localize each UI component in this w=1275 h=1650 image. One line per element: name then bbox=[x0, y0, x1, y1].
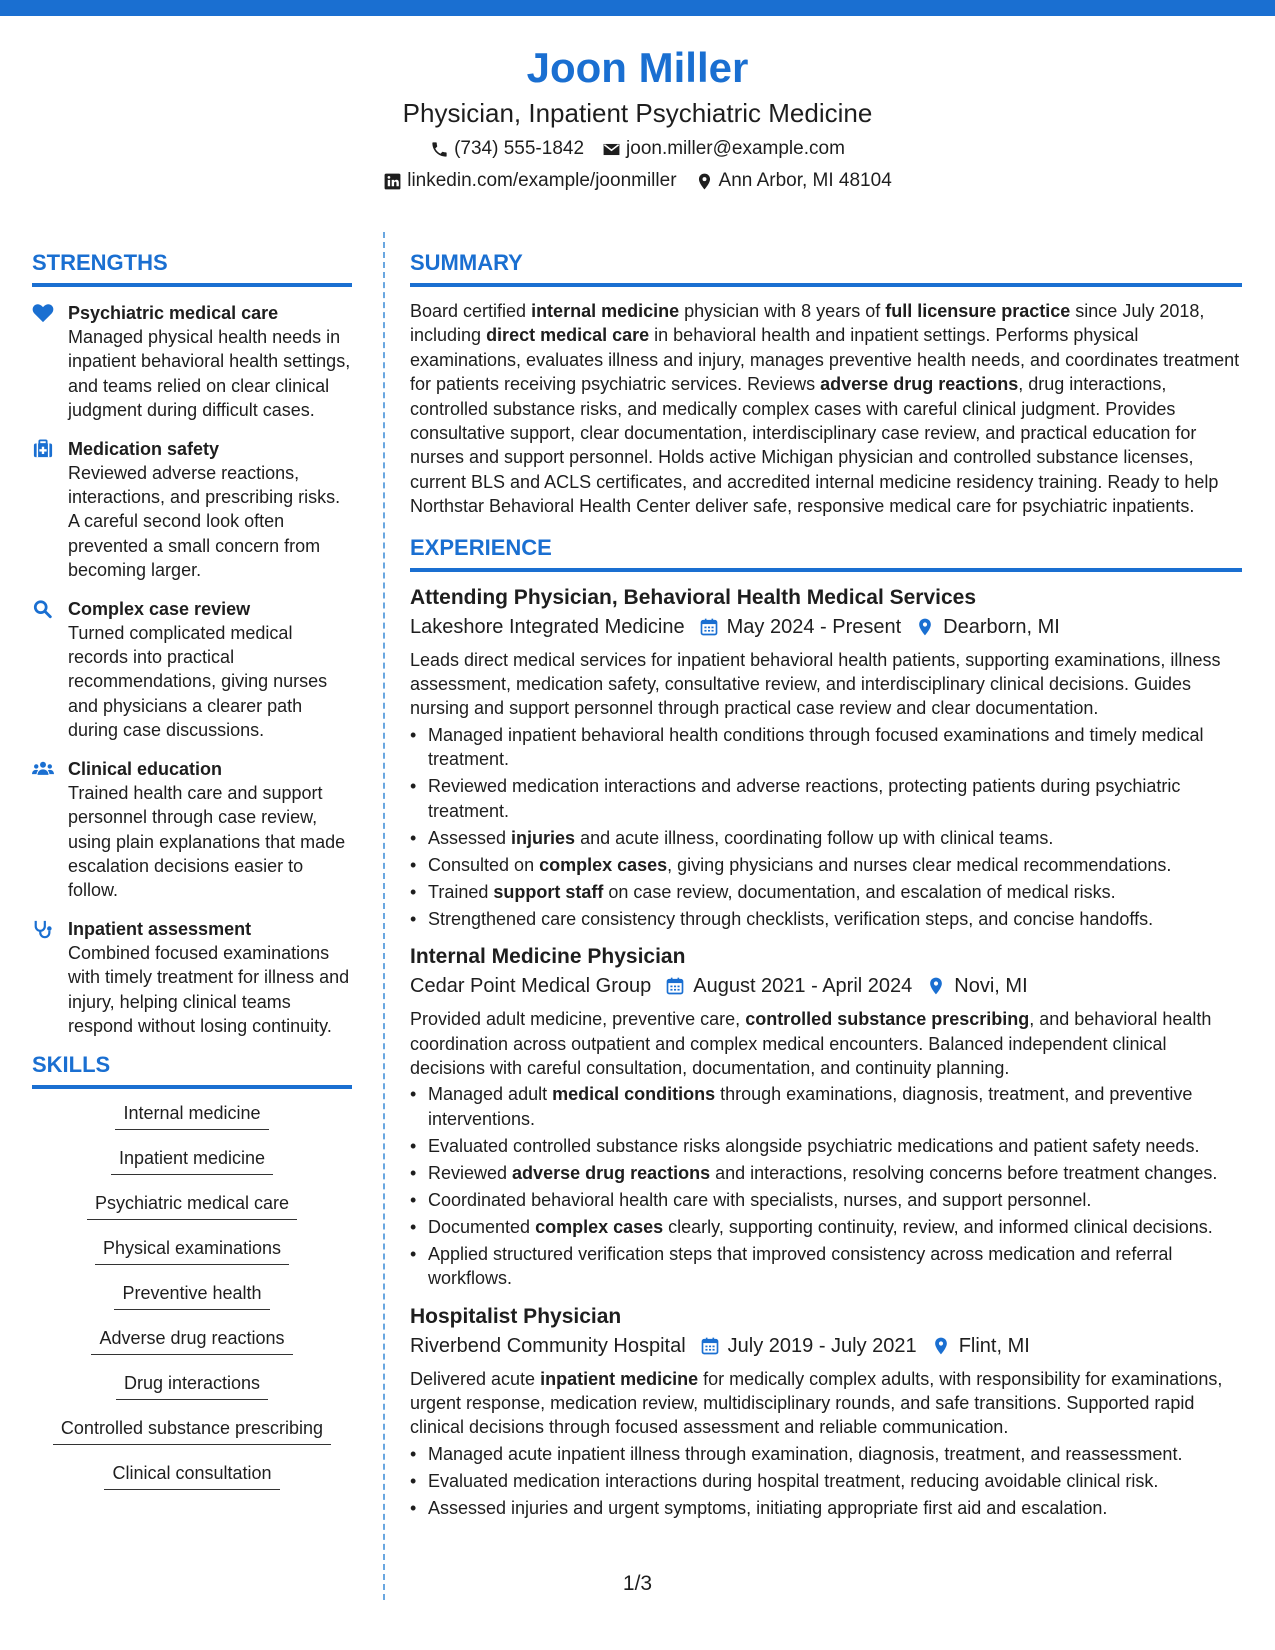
stethoscope-icon bbox=[32, 919, 54, 939]
strength-item bbox=[32, 301, 352, 423]
candidate-name: Joon Miller bbox=[526, 44, 749, 91]
strength-title: Complex case review bbox=[68, 598, 251, 619]
job-dates: July 2019 - July 2021 bbox=[727, 1334, 917, 1357]
job-dates: August 2021 - April 2024 bbox=[693, 975, 913, 998]
strength-description: Combined focused examinations with timely treatment for illness and injury, helping clinical teams respond without losing continuity. bbox=[68, 942, 350, 1036]
job-location: Flint, MI bbox=[958, 1334, 1030, 1357]
job-entry bbox=[410, 943, 1242, 1290]
bullet-item: • Reviewed medication interactions and adverse reactions, protecting patients during psychiatric treatment. bbox=[410, 774, 1242, 823]
job-meta bbox=[410, 971, 1242, 1001]
bold-keyword: controlled substance prescribing bbox=[745, 1009, 1030, 1030]
skill-item: Physical examinations bbox=[95, 1236, 289, 1265]
bold-keyword: full licensure practice bbox=[885, 301, 1071, 321]
company-name: Riverbend Community Hospital bbox=[410, 1334, 686, 1357]
job-title: Attending Physician, Behavioral Health Medical Services bbox=[410, 585, 977, 609]
job-bullets bbox=[410, 1442, 1242, 1520]
linkedin-icon bbox=[383, 172, 402, 191]
job-location: Novi, MI bbox=[954, 975, 1028, 998]
bold-keyword: direct medical care bbox=[486, 325, 650, 346]
job-title: Hospitalist Physician bbox=[410, 1304, 622, 1328]
location-contact bbox=[695, 168, 892, 194]
job-bullets bbox=[410, 723, 1242, 931]
strength-item bbox=[32, 757, 352, 903]
summary-heading: SUMMARY bbox=[410, 250, 1242, 287]
job-description: Delivered acute inpatient medicine for medically complex adults, with responsibility for examinations, urgent response, medication review, multidisciplinary rounds, and safe transitions. Supported rapid clinical decisions through focused assessment and reliable communication. bbox=[410, 1368, 1223, 1438]
strength-description: Managed physical health needs in inpatient behavioral health settings, and teams relied on clear clinical judgment during difficult cases. bbox=[68, 327, 351, 421]
map-pin-icon bbox=[915, 617, 935, 637]
job-entry bbox=[410, 1303, 1242, 1521]
map-pin-icon bbox=[695, 172, 714, 191]
bullet-item: • Evaluated controlled substance risks alongside psychiatric medications and patient safety needs. bbox=[410, 1134, 1242, 1158]
bold-keyword: adverse drug reactions bbox=[512, 1162, 711, 1183]
bullet-item: • Managed adult medical conditions through examinations, diagnosis, treatment, and preventive interventions. bbox=[410, 1082, 1242, 1131]
job-meta bbox=[410, 612, 1242, 642]
strength-title: Medication safety bbox=[68, 438, 220, 459]
company-name: Cedar Point Medical Group bbox=[410, 975, 652, 998]
skill-item: Clinical consultation bbox=[104, 1461, 279, 1490]
users-icon bbox=[32, 759, 54, 779]
calendar-icon bbox=[700, 1336, 720, 1356]
job-title: Internal Medicine Physician bbox=[410, 945, 686, 969]
experience-list bbox=[410, 584, 1242, 1521]
right-column bbox=[410, 250, 1242, 1523]
email-text[interactable]: joon.miller@example.com bbox=[626, 138, 845, 159]
phone-contact bbox=[430, 136, 584, 162]
bullet-item: • Managed acute inpatient illness through examination, diagnosis, treatment, and reassessment. bbox=[410, 1442, 1242, 1466]
job-meta bbox=[410, 1331, 1242, 1361]
strengths-list bbox=[32, 301, 352, 1038]
bullet-item: • Reviewed adverse drug reactions and interactions, resolving concerns before treatment changes. bbox=[410, 1161, 1242, 1185]
bullet-item: • Documented complex cases clearly, supporting continuity, review, and informed clinical decisions. bbox=[410, 1215, 1242, 1239]
bold-keyword: complex cases bbox=[535, 1216, 664, 1237]
strength-item bbox=[32, 437, 352, 583]
resume-header bbox=[0, 42, 1275, 194]
skills-list bbox=[32, 1101, 352, 1506]
bold-keyword: support staff bbox=[493, 881, 604, 902]
strength-item bbox=[32, 597, 352, 743]
left-column bbox=[32, 250, 352, 1506]
job-description: Provided adult medicine, preventive care, controlled substance prescribing, and behavioral health coordination across outpatient and complex medical encounters. Balanced independent clinical decisions with careful consultation, documentation, and continuity planning. bbox=[410, 1009, 1212, 1078]
strength-description: Reviewed adverse reactions, interactions, and prescribing risks. A careful second look often prevented a small concern from becoming larger. bbox=[68, 462, 341, 581]
bold-keyword: inpatient medicine bbox=[540, 1368, 699, 1389]
calendar-icon bbox=[665, 976, 685, 996]
bold-keyword: adverse drug reactions bbox=[820, 374, 1019, 395]
column-divider bbox=[383, 232, 385, 1600]
bold-keyword: medical conditions bbox=[552, 1084, 716, 1105]
strength-title: Inpatient assessment bbox=[68, 918, 252, 939]
bullet-item: • Assessed injuries and acute illness, coordinating follow up with clinical teams. bbox=[410, 826, 1242, 850]
heart-icon bbox=[32, 303, 54, 323]
search-icon bbox=[32, 599, 54, 619]
job-location: Dearborn, MI bbox=[943, 615, 1060, 638]
skill-item: Adverse drug reactions bbox=[91, 1326, 292, 1355]
linkedin-contact[interactable] bbox=[383, 168, 676, 194]
skill-item: Psychiatric medical care bbox=[87, 1191, 297, 1220]
email-contact[interactable] bbox=[602, 136, 845, 162]
strength-description: Turned complicated medical records into practical recommendations, giving nurses and physicians a clearer path during case discussions. bbox=[68, 622, 328, 741]
bullet-item: • Managed inpatient behavioral health conditions through focused examinations and timely medical treatment. bbox=[410, 723, 1242, 772]
strength-title: Psychiatric medical care bbox=[68, 303, 279, 323]
envelope-icon bbox=[602, 140, 621, 159]
bold-keyword: internal medicine bbox=[531, 301, 680, 321]
experience-heading: EXPERIENCE bbox=[410, 535, 1242, 572]
page-number: 1/3 bbox=[622, 1572, 653, 1595]
top-accent-bar bbox=[0, 0, 1275, 16]
calendar-icon bbox=[699, 617, 719, 637]
job-description: Leads direct medical services for inpatient behavioral health patients, supporting examinations, illness assessment, medication safety, consultative review, and interdisciplinary clinical decisions. Guides nursing and support personnel through practical case review and clear documentation. bbox=[410, 649, 1221, 719]
skill-item: Internal medicine bbox=[115, 1101, 268, 1130]
map-pin-icon bbox=[931, 1336, 951, 1356]
map-pin-icon bbox=[926, 976, 946, 996]
strength-title: Clinical education bbox=[68, 758, 223, 779]
medical-kit-icon bbox=[32, 439, 54, 459]
skill-item: Preventive health bbox=[114, 1281, 269, 1310]
skill-item: Controlled substance prescribing bbox=[53, 1416, 331, 1445]
strengths-heading: STRENGTHS bbox=[32, 250, 352, 287]
candidate-title: Physician, Inpatient Psychiatric Medicine bbox=[402, 98, 873, 128]
bold-keyword: complex cases bbox=[539, 854, 668, 875]
bullet-item: • Assessed injuries and urgent symptoms, initiating appropriate first aid and escalation. bbox=[410, 1496, 1242, 1520]
bold-keyword: injuries bbox=[511, 827, 576, 848]
skill-item: Inpatient medicine bbox=[111, 1146, 273, 1175]
skills-heading: SKILLS bbox=[32, 1052, 352, 1089]
job-bullets bbox=[410, 1082, 1242, 1290]
summary-text: Board certified internal medicine physician with 8 years of full licensure practice since July 2018, including direct medical care in behavioral health and inpatient settings. Performs physical examinations, evaluates illness and injury, manages preventive health needs, and coordinates treatment for patients receiving psychiatric services. Reviews adverse drug reactions, drug interactions, controlled substance risks, and medically complex cases with careful clinical judgment. Provides consultative support, clear documentation, interdisciplinary case review, and practical education for nurses and support personnel. Holds active Michigan physician and controlled substance licenses, current BLS and ACLS certificates, and accredited internal medicine residency training. Ready to help Northstar Behavioral Health Center deliver safe, responsive medical care for psychiatric inpatients. bbox=[410, 301, 1240, 517]
company-name: Lakeshore Integrated Medicine bbox=[410, 615, 685, 638]
bullet-item: • Evaluated medication interactions during hospital treatment, reducing avoidable clinical risk. bbox=[410, 1469, 1242, 1493]
contact-line-2 bbox=[0, 168, 1275, 194]
location-text: Ann Arbor, MI 48104 bbox=[718, 170, 892, 191]
job-dates: May 2024 - Present bbox=[726, 615, 902, 638]
skill-item: Drug interactions bbox=[116, 1371, 268, 1400]
linkedin-text[interactable]: linkedin.com/example/joonmiller bbox=[407, 170, 677, 191]
job-entry bbox=[410, 584, 1242, 931]
contact-line-1 bbox=[0, 136, 1275, 162]
bullet-item: • Strengthened care consistency through checklists, verification steps, and concise handoffs. bbox=[410, 907, 1242, 931]
bullet-item: • Coordinated behavioral health care with specialists, nurses, and support personnel. bbox=[410, 1188, 1242, 1212]
phone-icon bbox=[430, 140, 449, 159]
strength-description: Trained health care and support personnel through case review, using plain explanations that made escalation decisions easier to follow. bbox=[68, 782, 346, 901]
bullet-item: • Trained support staff on case review, documentation, and escalation of medical risks. bbox=[410, 880, 1242, 904]
phone-text: (734) 555-1842 bbox=[454, 138, 585, 159]
strength-item bbox=[32, 917, 352, 1039]
bullet-item: • Applied structured verification steps that improved consistency across medication and referral workflows. bbox=[410, 1242, 1242, 1291]
bullet-item: • Consulted on complex cases, giving physicians and nurses clear medical recommendations. bbox=[410, 853, 1242, 877]
